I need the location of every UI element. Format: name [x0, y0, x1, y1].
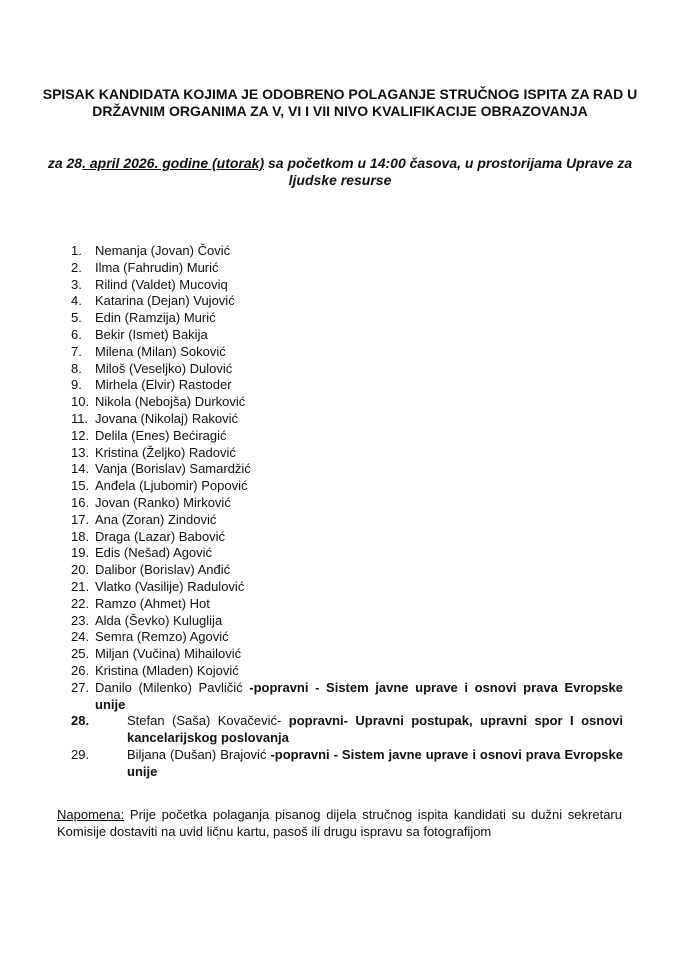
- retake-note: popravni- Upravni postupak, upravni spor I osnovi kancelarijskog poslovanja: [127, 713, 623, 746]
- list-item: [71, 344, 623, 361]
- item-number: 6.: [71, 326, 82, 342]
- candidate-name: Miljan (Vučina) Mihailović: [95, 646, 242, 662]
- schedule-prefix: za 28: [47, 155, 83, 171]
- candidate-name: Rilind (Valdet) Mucoviq: [95, 276, 228, 292]
- candidate-name: Stefan (Saša) Kovačević-: [127, 713, 289, 729]
- candidate-entry: [127, 747, 623, 781]
- candidate-name: Katarina (Dejan) Vujović: [95, 293, 235, 309]
- candidate-name: Draga (Lazar) Babović: [95, 528, 226, 544]
- item-number: 2.: [71, 259, 82, 275]
- item-number: 10.: [71, 394, 90, 410]
- list-item: [71, 478, 623, 495]
- document-title: SPISAK KANDIDATA KOJIMA JE ODOBRENO POLAGANJE STRUČNOG ISPITA ZA RAD U DRŽAVNIM ORGANIMA ZA V, VI I VII NIVO KVALIFIKACIJE OBRAZOVANJA: [42, 86, 638, 119]
- list-item: [71, 512, 623, 529]
- retake-note: -popravni - Sistem javne uprave i osnovi prava Evropske unije: [127, 746, 623, 779]
- napomena-note: [57, 806, 622, 840]
- schedule-location: sa početkom u 14:00 časova, u prostorijama Uprave za ljudske resurse: [264, 155, 633, 188]
- list-item: [71, 411, 623, 428]
- list-item: [71, 445, 623, 462]
- list-item: [71, 713, 623, 747]
- list-item: [71, 747, 623, 781]
- candidate-name: Nikola (Nebojša) Durković: [95, 394, 246, 410]
- item-number: 14.: [71, 461, 90, 477]
- candidate-name: Semra (Remzo) Agović: [95, 629, 229, 645]
- list-item: [71, 394, 623, 411]
- list-item: [71, 545, 623, 562]
- candidate-name: Jovana (Nikolaj) Raković: [95, 410, 239, 426]
- list-item: [71, 663, 623, 680]
- candidate-name: Biljana (Dušan) Brajović: [127, 746, 271, 762]
- retake-note: -popravni - Sistem javne uprave i osnovi prava Evropske unije: [95, 679, 623, 712]
- candidate-name: Alda (Ševko) Kuluglija: [95, 612, 223, 628]
- candidate-name: Vlatko (Vasilije) Radulović: [95, 578, 245, 594]
- item-number: 13.: [71, 444, 90, 460]
- item-number: 1.: [71, 243, 82, 258]
- candidate-name: Bekir (Ismet) Bakija: [95, 326, 208, 342]
- exam-schedule: [40, 155, 640, 189]
- list-item: [71, 629, 623, 646]
- item-number: 20.: [71, 562, 90, 578]
- item-number: 25.: [71, 646, 90, 662]
- list-item: [71, 461, 623, 478]
- item-number: 5.: [71, 310, 82, 326]
- list-item: [71, 613, 623, 630]
- item-number: 21.: [71, 578, 90, 594]
- list-item: [71, 293, 623, 310]
- item-number: 8.: [71, 360, 82, 376]
- candidate-entry: [127, 713, 623, 747]
- list-item: [71, 377, 623, 394]
- candidate-name: Ramzo (Ahmet) Hot: [95, 595, 210, 611]
- candidate-name: Kristina (Željko) Radović: [95, 444, 236, 460]
- item-number: 27.: [71, 679, 90, 695]
- candidate-name: Delila (Enes) Bećiragić: [95, 427, 227, 443]
- candidate-name: Edis (Nešad) Agović: [95, 545, 213, 561]
- item-number: 15.: [71, 478, 90, 494]
- note-text: Prije početka polaganja pisanog dijela stručnog ispita kandidati su dužni sekretaru Komisije dostaviti na uvid ličnu kartu, pasoš ili drugu ispravu sa fotografijom: [57, 807, 622, 839]
- item-number: 18.: [71, 528, 90, 544]
- list-item: [71, 680, 623, 714]
- list-item: [71, 260, 623, 277]
- candidate-name: Vanja (Borislav) Samardžić: [95, 461, 251, 477]
- candidate-list: [71, 243, 623, 781]
- list-item: [71, 529, 623, 546]
- candidate-name: Nemanja (Jovan) Čović: [95, 243, 231, 258]
- candidate-name: Milena (Milan) Soković: [95, 343, 226, 359]
- item-number: 9.: [71, 377, 82, 393]
- candidate-name: Ilma (Fahrudin) Murić: [95, 259, 219, 275]
- note-label: Napomena:: [57, 807, 125, 822]
- list-item: [71, 277, 623, 294]
- list-item: [71, 428, 623, 445]
- list-item: [71, 243, 623, 260]
- item-number: 16.: [71, 494, 90, 510]
- item-number: 4.: [71, 293, 82, 309]
- item-number: 12.: [71, 427, 90, 443]
- list-item: [71, 646, 623, 663]
- list-item: [71, 596, 623, 613]
- list-item: [71, 562, 623, 579]
- item-number: 3.: [71, 276, 82, 292]
- item-number: 29.: [71, 746, 90, 762]
- list-item: [71, 579, 623, 596]
- candidate-name: Mirhela (Elvir) Rastoder: [95, 377, 232, 393]
- list-item: [71, 327, 623, 344]
- item-number: 28.: [71, 713, 90, 729]
- item-number: 17.: [71, 511, 90, 527]
- item-number: 22.: [71, 595, 90, 611]
- candidate-entry: [95, 680, 623, 714]
- item-number: 11.: [71, 410, 89, 426]
- candidate-name: Kristina (Mladen) Kojović: [95, 662, 239, 678]
- candidate-name: Edin (Ramzija) Murić: [95, 310, 216, 326]
- schedule-date: . april 2026. godine (utorak): [82, 155, 265, 171]
- list-item: [71, 361, 623, 378]
- candidate-name: Jovan (Ranko) Mirković: [95, 494, 231, 510]
- list-item: [71, 310, 623, 327]
- candidate-name: Ana (Zoran) Zindović: [95, 511, 217, 527]
- candidate-name: Danilo (Milenko) Pavličić: [95, 679, 250, 695]
- item-number: 26.: [71, 662, 90, 678]
- candidate-name: Anđela (Ljubomir) Popović: [95, 478, 248, 494]
- candidate-name: Dalibor (Borislav) Anđić: [95, 562, 231, 578]
- item-number: 24.: [71, 629, 90, 645]
- item-number: 23.: [71, 612, 90, 628]
- candidate-name: Miloš (Veseljko) Dulović: [95, 360, 233, 376]
- list-item: [71, 495, 623, 512]
- item-number: 19.: [71, 545, 90, 561]
- item-number: 7.: [71, 343, 82, 359]
